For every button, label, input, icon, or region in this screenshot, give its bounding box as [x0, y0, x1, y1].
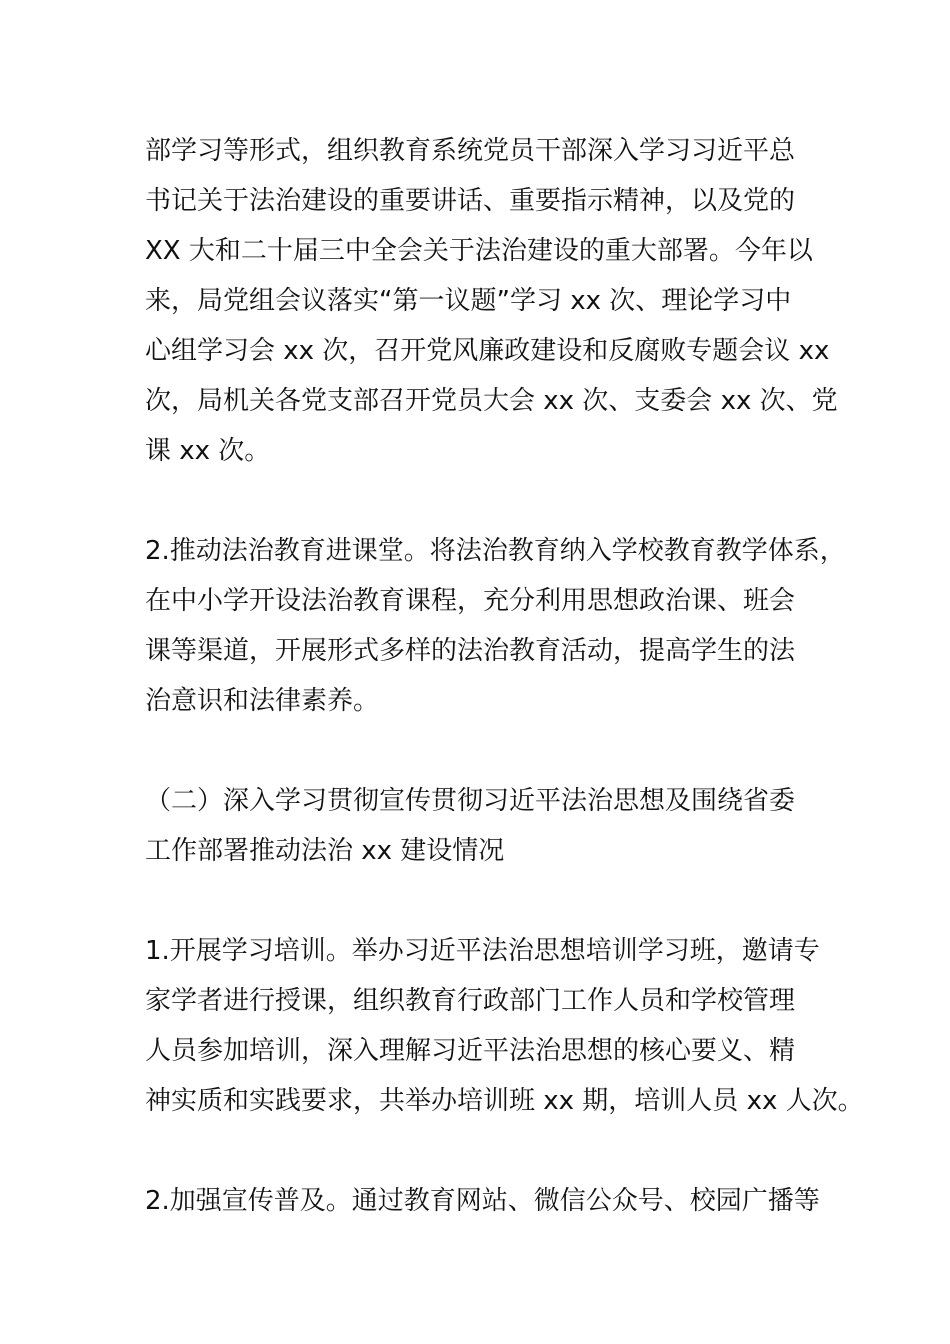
text-line: 书记关于法治建设的重要讲话、重要指示精神，以及党的: [145, 186, 796, 216]
text-line: 部学习等形式，组织教育系统党员干部深入学习习近平总: [145, 136, 796, 166]
text-line: 来，局党组会议落实“第一议题”学习 xx 次、理论学习中: [145, 286, 792, 316]
text-line: 2.加强宣传普及。通过教育网站、微信公众号、校园广播等: [145, 1186, 820, 1216]
paragraph-gap: [145, 476, 815, 526]
section-heading-2: [145, 776, 815, 876]
text-line: 心组学习会 xx 次，召开党风廉政建设和反腐败专题会议 xx: [145, 336, 830, 366]
heading-line: （二）深入学习贯彻宣传贯彻习近平法治思想及围绕省委: [145, 786, 796, 816]
paragraph-training: [145, 926, 864, 1126]
text-line: 课等渠道，开展形式多样的法治教育活动，提高学生的法: [145, 636, 796, 666]
text-line: 2.推动法治教育进课堂。将法治教育纳入学校教育教学体系，: [145, 536, 846, 566]
text-line: 次，局机关各党支部召开党员大会 xx 次、支委会 xx 次、党: [145, 386, 838, 416]
text-line: 在中小学开设法治教育课程，充分利用思想政治课、班会: [145, 586, 796, 616]
document-body: [145, 126, 864, 1226]
paragraph-gap: [145, 1126, 815, 1176]
heading-line: 工作部署推动法治 xx 建设情况: [145, 836, 505, 866]
text-line: 治意识和法律素养。: [145, 686, 380, 716]
paragraph-law-education-classroom: [145, 526, 846, 726]
paragraph-publicity: [145, 1176, 820, 1226]
paragraph-study-meetings: [145, 126, 838, 476]
paragraph-gap: [145, 876, 815, 926]
text-line: XX 大和二十届三中全会关于法治建设的重大部署。今年以: [145, 236, 813, 266]
text-line: 人员参加培训，深入理解习近平法治思想的核心要义、精: [145, 1036, 796, 1066]
text-line: 家学者进行授课，组织教育行政部门工作人员和学校管理: [145, 986, 796, 1016]
text-line: 课 xx 次。: [145, 436, 271, 466]
paragraph-gap: [145, 726, 815, 776]
text-line: 1.开展学习培训。举办习近平法治思想培训学习班，邀请专: [145, 936, 820, 966]
text-line: 神实质和实践要求，共举办培训班 xx 期，培训人员 xx 人次。: [145, 1086, 864, 1116]
